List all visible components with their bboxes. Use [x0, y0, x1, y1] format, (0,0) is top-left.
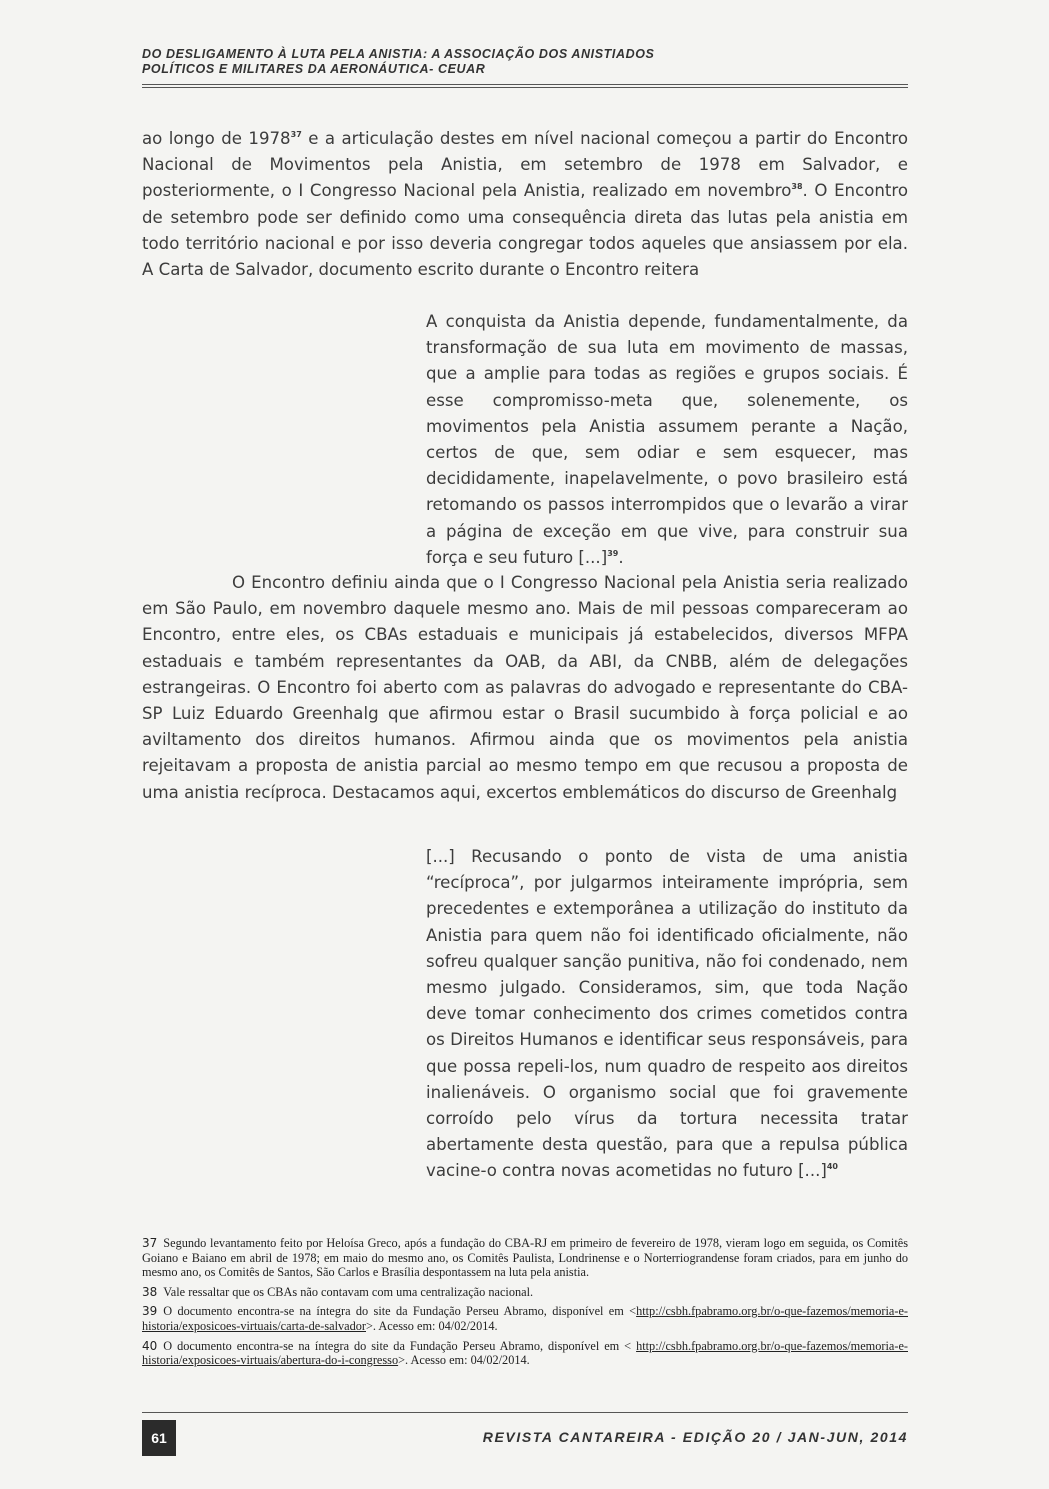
page-number: 61 [142, 1420, 176, 1456]
block-quote-1-text: A conquista da Anistia depende, fundamentalmente, da transformação de sua luta em movimento de massas, que a amplie para todas as regiões e grupos sociais. É esse compromisso-meta que, solenemente, os movimentos pela Anistia assumem perante a Nação, certos de que, sem odiar e sem esquecer, mas decididamente, inapelavelmente, o povo brasileiro está retomando os passos interrompidos que o levarão a virar a página de exceção em que vive, para construir sua força e seu futuro [...] [426, 312, 908, 567]
footnote-number: 39 [142, 1304, 158, 1319]
block-quote-2 [426, 844, 908, 1185]
block-quote-1 [426, 309, 908, 571]
footnote-text: O documento encontra-se na íntegra do site da Fundação Perseu Abramo, disponível em < [163, 1338, 637, 1353]
paragraph-1 [142, 126, 908, 283]
footnote-38 [142, 1285, 908, 1300]
header-title: DO DESLIGAMENTO À LUTA PELA ANISTIA: A ASSOCIAÇÃO DOS ANISTIADOS POLÍTICOS E MILITARES DA AERONÁUTICA- CEUAR [142, 47, 655, 76]
footnote-ref-39[interactable]: 39 [607, 548, 619, 558]
footnote-39 [142, 1304, 908, 1333]
footnotes [142, 1236, 908, 1373]
paragraph-1-text-c: . O Encontro de setembro pode ser definido como uma consequência direta das lutas pela anistia em todo território nacional e por isso deveria congregar todos aqueles que ansiassem por ela. A Carta de Salvador, documento escrito durante o Encontro reitera [142, 181, 908, 280]
footnote-39-link[interactable]: http://csbh.fpabramo.org.br/o-que-fazemos/memoria-e-historia/exposicoes-virtuais/carta-de-salvador [142, 1304, 908, 1333]
running-header [142, 47, 908, 88]
footnote-ref-37[interactable]: 37 [290, 130, 302, 139]
footnote-text: Vale ressaltar que os CBAs não contavam com uma centralização nacional. [163, 1284, 534, 1299]
header-rule-double [142, 87, 908, 88]
footnote-ref-38[interactable]: 38 [791, 182, 803, 192]
footnote-text: O documento encontra-se na íntegra do site da Fundação Perseu Abramo, disponível em < [163, 1304, 637, 1319]
footnote-40-link[interactable]: http://csbh.fpabramo.org.br/o-que-fazemos/memoria-e-historia/exposicoes-virtuais/abertura-do-i-congresso [142, 1338, 908, 1368]
paragraph-2: O Encontro definiu ainda que o I Congresso Nacional pela Anistia seria realizado em São Paulo, em novembro daquele mesmo ano. Mais de mil pessoas compareceram ao Encontro, entre eles, os CBAs estaduais e municipais já estabelecidos, diversos MFPA estaduais e também representantes da OAB, da ABI, da CNBB, além de delegações estrangeiras. O Encontro foi aberto com as palavras do advogado e representante do CBA-SP Luiz Eduardo Greenhalg que afirmou estar o Brasil sucumbido à força policial e ao aviltamento dos direitos humanos. Afirmou ainda que os movimentos pela anistia rejeitavam a proposta de anistia parcial ao mesmo tempo em que recusou a proposta de uma anistia recíproca. Destacamos aqui, excertos emblemáticos do discurso de Greenhalg [142, 573, 908, 802]
footnote-number: 38 [142, 1284, 158, 1299]
paragraph-1-text-a: ao longo de 1978 [142, 129, 291, 148]
journal-title: REVISTA CANTAREIRA - EDIÇÃO 20 / JAN-JUN, 2014 [482, 1429, 908, 1445]
footnote-number: 40 [142, 1338, 158, 1353]
footer-rule [142, 1412, 908, 1413]
footnote-37 [142, 1236, 908, 1280]
footnote-text-end: >. Acesso em: 04/02/2014. [366, 1318, 498, 1333]
footnote-text: Segundo levantamento feito por Heloísa Greco, após a fundação do CBA-RJ em primeiro de fevereiro de 1978, vieram logo em seguida, os Comitês Goiano e Baiano em abril de 1978; em maio do mesmo ano, os Comitês Paulista, Londrinense e o Norterriograndense foram criados, para em junho do mesmo ano, os Comitês de Santos, São Carlos e Brasília despontassem na luta pela anistia. [142, 1236, 908, 1280]
header-rule [142, 84, 908, 85]
footnote-40 [142, 1339, 908, 1368]
footnote-number: 37 [142, 1236, 158, 1250]
block-quote-2-text: [...] Recusando o ponto de vista de uma anistia “recíproca”, por julgarmos inteiramente imprópria, sem precedentes e extemporânea a utilização do instituto da Anistia para quem não foi identificado oficialmente, não sofreu qualquer sanção punitiva, não foi condenado, nem mesmo julgado. Consideramos, sim, que toda Nação deve tomar conhecimento dos crimes cometidos contra os Direitos Humanos e identificar seus responsáveis, para que possa repeli-los, num quadro de respeito aos direitos inalienáveis. O organismo social que foi gravemente corroído pelo vírus da tortura necessita tratar abertamente desta questão, para que a repulsa pública vacine-o contra novas acometidas no futuro [...] [426, 847, 908, 1181]
block-quote-1-end: . [618, 547, 624, 567]
footnote-ref-40[interactable]: 40 [826, 1162, 838, 1172]
paragraph-1-text-b: e a articulação destes em nível nacional começou a partir do Encontro Nacional de Movimentos pela Anistia, em setembro de 1978 em Salvador, e posteriormente, o I Congresso Nacional pela Anistia, realizado em novembro [142, 129, 908, 201]
footnote-text-end: >. Acesso em: 04/02/2014. [398, 1353, 530, 1368]
